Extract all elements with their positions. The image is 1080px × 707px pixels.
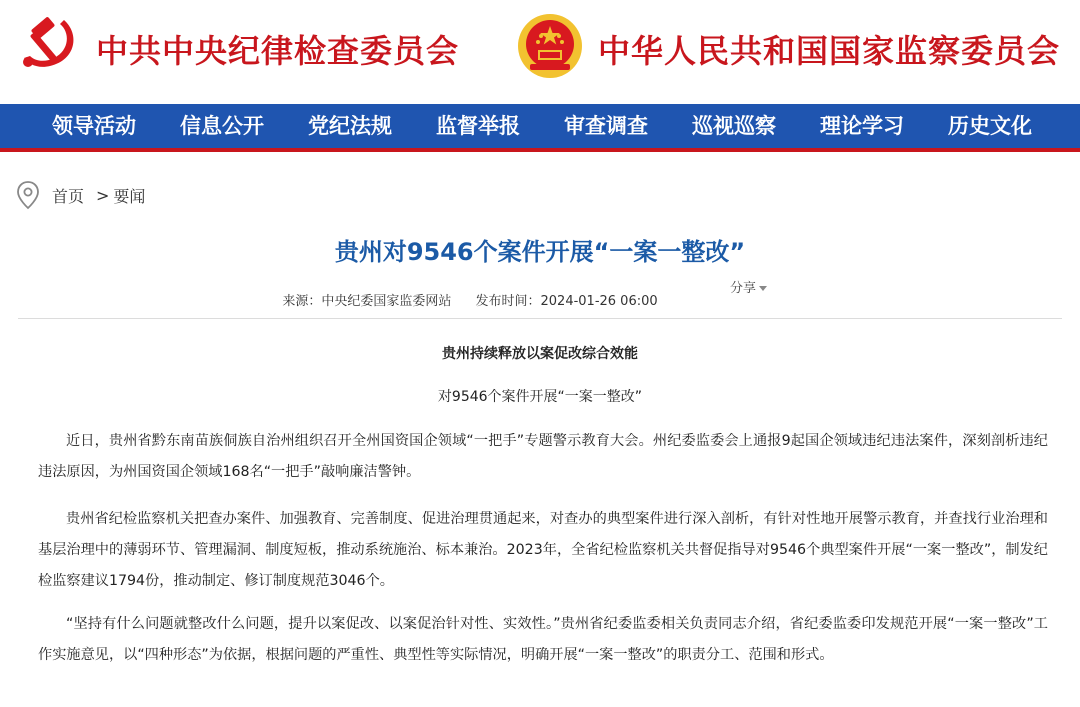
chevron-down-icon [759, 286, 767, 291]
share-label: 分享 [730, 281, 757, 296]
content-divider [18, 318, 1062, 319]
national-emblem-icon[interactable] [516, 12, 584, 80]
cc-discipline-commission-title[interactable]: 中共中央纪律检查委员会 [96, 32, 460, 70]
breadcrumb-separator: > [96, 185, 110, 205]
article-paragraph: 近日，贵州省黔东南苗族侗族自治州组织召开全州国资国企领域“一把手”专题警示教育大会。州纪委监委会上通报9起国企领域违纪违法案件，深刻剖析违纪违法原因，为州国资国企领域168名“一把手”敲响廉洁警钟。 [38, 433, 1048, 480]
share-button[interactable] [730, 277, 767, 296]
nav-item-report[interactable]: 监督举报 [436, 113, 520, 138]
breadcrumb-current-link[interactable]: 要闻 [113, 186, 146, 206]
article-subline: 对9546个案件开展“一案一整改” [437, 389, 643, 405]
nav-item-info-disclosure[interactable]: 信息公开 [180, 113, 264, 138]
article-subhead: 贵州持续释放以案促改综合效能 [442, 346, 638, 362]
nav-item-regulations[interactable]: 党纪法规 [308, 113, 392, 138]
article-source: 来源：中央纪委国家监委网站 [282, 294, 452, 309]
article-meta [0, 290, 940, 309]
nav-item-theory[interactable]: 理论学习 [820, 113, 904, 138]
nav-item-inspection[interactable]: 巡视巡察 [692, 113, 776, 138]
article-paragraph: 贵州省纪检监察机关把查办案件、加强教育、完善制度、促进治理贯通起来，对查办的典型案件进行深入剖析，有针对性地开展警示教育，并查找行业治理和基层治理中的薄弱环节、管理漏洞、制度短板，推动系统施治、标本兼治。2023年，全省纪检监察机关共督促指导对9546个典型案件开展“一案一整改”，制发纪检监察建议1794份，推动制定、修订制度规范3046个。 [38, 511, 1048, 589]
nav-item-investigation[interactable]: 审查调查 [564, 113, 648, 138]
nav-item-leadership[interactable]: 领导活动 [52, 113, 136, 138]
article-title: 贵州对9546个案件开展“一案一整改” [334, 238, 746, 266]
national-supervisory-commission-title[interactable]: 中华人民共和国国家监察委员会 [598, 32, 1061, 70]
article-paragraph: “坚持有什么问题就整改什么问题，提升以案促改、以案促治针对性、实效性。”贵州省纪委监委相关负责同志介绍，省纪委监委印发规范开展“一案一整改”工作实施意见，以“四种形态”为依据，根据问题的严重性、典型性等实际情况，明确开展“一案一整改”的职责分工、范围和形式。 [38, 616, 1048, 663]
location-pin-icon [16, 180, 40, 210]
nav-divider [0, 148, 1080, 152]
article-publish-time: 发布时间：2024-01-26 06:00 [475, 294, 658, 309]
breadcrumb [16, 180, 145, 210]
site-header [0, 0, 1080, 104]
main-nav [0, 104, 1080, 148]
party-emblem-icon[interactable] [20, 12, 82, 74]
nav-item-history[interactable]: 历史文化 [948, 113, 1032, 138]
breadcrumb-home-link[interactable]: 首页 [52, 186, 85, 206]
